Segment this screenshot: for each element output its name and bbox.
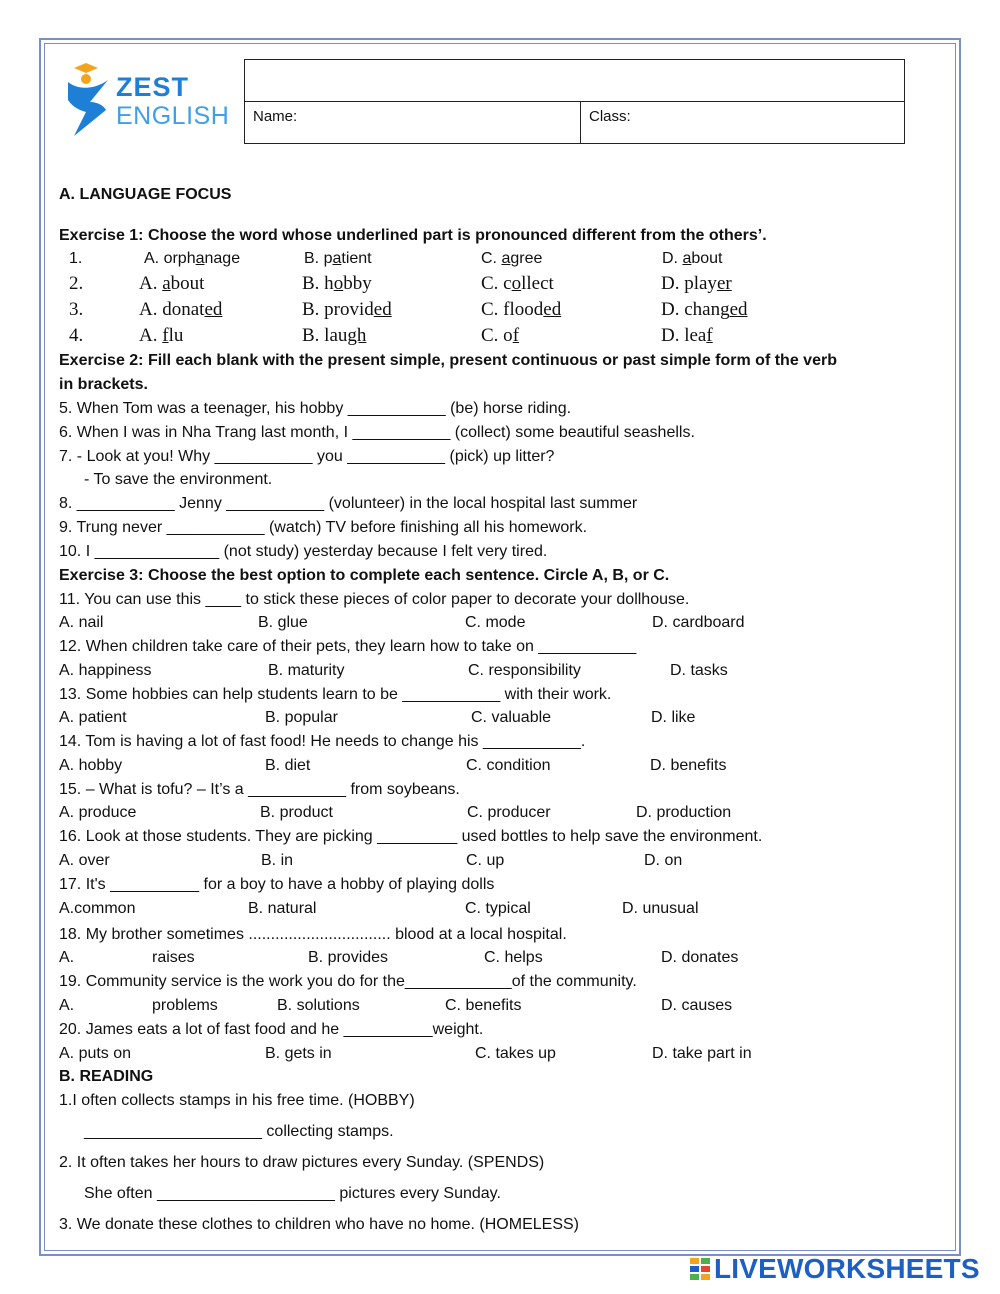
reading-question-3: 3. We donate these clothes to children who have no home. (HOMELESS) <box>59 1216 579 1233</box>
section-a-heading: A. LANGUAGE FOCUS <box>59 186 232 203</box>
ex3-q19-option-c: C. benefits <box>445 997 522 1014</box>
ex3-question-14: 14. Tom is having a lot of fast food! He needs to change his ___________. <box>59 733 586 750</box>
ex3-q14-option-c: C. condition <box>466 757 551 774</box>
table-divider <box>580 102 581 144</box>
ex3-question-20: 20. James eats a lot of fast food and he __________weight. <box>59 1021 484 1038</box>
ex1-q2-option-d: D. player <box>661 273 732 294</box>
ex1-q1-option-a: A. orphanage <box>144 250 241 267</box>
ex3-q19-option-a: A. <box>59 997 75 1014</box>
reading-question-1: 1.I often collects stamps in his free time. (HOBBY) <box>59 1092 415 1109</box>
ex3-question-12: 12. When children take care of their pets, they learn how to take on ___________ <box>59 638 637 655</box>
ex3-q12-option-a: A. happiness <box>59 662 152 679</box>
ex3-q12-option-c: C. responsibility <box>468 662 581 679</box>
ex3-q16-option-d: D. on <box>644 852 683 869</box>
ex3-q12-option-d: D. tasks <box>670 662 728 679</box>
ex3-question-15: 15. – What is tofu? – It’s a ___________ from soybeans. <box>59 781 460 798</box>
ex3-q15-option-d: D. production <box>636 804 732 821</box>
ex3-q14-option-a: A. hobby <box>59 757 123 774</box>
ex3-q17-option-a: A.common <box>59 900 136 917</box>
ex3-q20-option-c: C. takes up <box>475 1045 556 1062</box>
logo-zest-text: ZEST <box>116 72 190 102</box>
reading-answer-1: ____________________ collecting stamps. <box>84 1123 394 1140</box>
ex3-q16-option-c: C. up <box>466 852 505 869</box>
ex3-q19-option-d: D. causes <box>661 997 733 1014</box>
ex1-q2-option-c: C. collect <box>481 273 554 294</box>
ex3-question-18: 18. My brother sometimes ................................ blood at a local hospital. <box>59 926 567 943</box>
ex1-q4-option-d: D. leaf <box>661 325 713 346</box>
ex3-question-19: 19. Community service is the work you do for the____________of the community. <box>59 973 637 990</box>
ex2-question-7: 7. - Look at you! Why ___________ you ___________ (pick) up litter? <box>59 448 555 465</box>
ex3-q15-option-b: B. product <box>260 804 333 821</box>
ex1-q3-option-d: D. changed <box>661 299 748 320</box>
ex3-q15-option-a: A. produce <box>59 804 137 821</box>
ex3-q11-option-b: B. glue <box>258 614 308 631</box>
ex3-q11-option-a: A. nail <box>59 614 104 631</box>
ex1-q3-option-c: C. flooded <box>481 299 562 320</box>
ex3-question-11: 11. You can use this ____ to stick these pieces of color paper to decorate your dollhouse. <box>59 591 690 608</box>
exercise-1-title: Exercise 1: Choose the word whose underlined part is pronounced different from the others’. <box>59 227 767 244</box>
ex1-q3-option-a: A. donated <box>139 299 223 320</box>
ex3-q13-option-b: B. popular <box>265 709 338 726</box>
ex3-q16-option-b: B. in <box>261 852 294 869</box>
ex3-q11-option-d: D. cardboard <box>652 614 745 631</box>
ex1-q4-option-b: B. laugh <box>302 325 367 346</box>
ex3-q14-option-d: D. benefits <box>650 757 727 774</box>
liveworksheets-blocks-icon <box>690 1258 710 1280</box>
ex1-q4-option-a: A. flu <box>139 325 184 346</box>
ex1-q3-option-b: B. provided <box>302 299 392 320</box>
ex3-q16-option-a: A. over <box>59 852 110 869</box>
ex2-question-8: 8. ___________ Jenny ___________ (volunteer) in the local hospital last summer <box>59 495 638 512</box>
ex2-question-10: 10. I ______________ (not study) yesterday because I felt very tired. <box>59 543 548 560</box>
ex3-q19-option-a-text: problems <box>152 997 218 1014</box>
name-label: Name: <box>253 108 298 125</box>
ex3-q17-option-c: C. typical <box>465 900 531 917</box>
ex3-q20-option-d: D. take part in <box>652 1045 752 1062</box>
student-info-row <box>245 101 904 144</box>
logo-figure-icon <box>64 62 116 142</box>
ex3-q18-option-d: D. donates <box>661 949 739 966</box>
ex3-q18-option-c: C. helps <box>484 949 543 966</box>
student-info-table <box>244 59 905 144</box>
ex3-q13-option-c: C. valuable <box>471 709 552 726</box>
ex3-q18-option-a-text: raises <box>152 949 195 966</box>
ex3-q17-option-d: D. unusual <box>622 900 699 917</box>
reading-answer-2: She often ____________________ pictures every Sunday. <box>84 1185 501 1202</box>
ex2-question-9: 9. Trung never ___________ (watch) TV before finishing all his homework. <box>59 519 588 536</box>
ex3-q11-option-c: C. mode <box>465 614 526 631</box>
ex2-question-5: 5. When Tom was a teenager, his hobby ___________ (be) horse riding. <box>59 400 572 417</box>
ex1-q1-option-c: C. agree <box>481 250 543 267</box>
ex3-q13-option-d: D. like <box>651 709 696 726</box>
ex1-q2-option-a: A. about <box>139 273 205 294</box>
logo-english-text: ENGLISH <box>116 102 230 130</box>
ex1-q1-option-d: D. about <box>662 250 723 267</box>
ex1-q1-option-b: B. patient <box>304 250 372 267</box>
exercise-2-title-line1: Exercise 2: Fill each blank with the present simple, present continuous or past simple form of the verb <box>59 352 837 369</box>
ex3-q12-option-b: B. maturity <box>268 662 345 679</box>
ex3-q20-option-b: B. gets in <box>265 1045 332 1062</box>
zest-english-logo <box>64 62 230 142</box>
ex3-q14-option-b: B. diet <box>265 757 311 774</box>
section-b-heading: B. READING <box>59 1068 154 1085</box>
ex3-question-16: 16. Look at those students. They are picking _________ used bottles to help save the environment. <box>59 828 763 845</box>
reading-question-2: 2. It often takes her hours to draw pictures every Sunday. (SPENDS) <box>59 1154 545 1171</box>
exercise-2-title-line2: in brackets. <box>59 376 148 393</box>
ex1-q2-option-b: B. hobby <box>302 273 372 294</box>
ex3-q19-option-b: B. solutions <box>277 997 360 1014</box>
ex1-q4-option-c: C. of <box>481 325 520 346</box>
ex3-q18-option-b: B. provides <box>308 949 389 966</box>
ex2-question-7-answer: - To save the environment. <box>84 471 273 488</box>
ex3-q18-option-a: A. <box>59 949 75 966</box>
ex3-question-17: 17. It's __________ for a boy to have a hobby of playing dolls <box>59 876 495 893</box>
ex3-question-13: 13. Some hobbies can help students learn to be ___________ with their work. <box>59 686 612 703</box>
ex3-q17-option-b: B. natural <box>248 900 317 917</box>
class-label: Class: <box>589 108 631 125</box>
ex3-q20-option-a: A. puts on <box>59 1045 132 1062</box>
ex2-question-6: 6. When I was in Nha Trang last month, I ___________ (collect) some beautiful seashells. <box>59 424 695 441</box>
liveworksheets-text: LIVEWORKSHEETS <box>714 1253 980 1284</box>
ex3-q13-option-a: A. patient <box>59 709 127 726</box>
exercise-3-title: Exercise 3: Choose the best option to complete each sentence. Circle A, B, or C. <box>59 567 670 584</box>
ex3-q15-option-c: C. producer <box>467 804 551 821</box>
